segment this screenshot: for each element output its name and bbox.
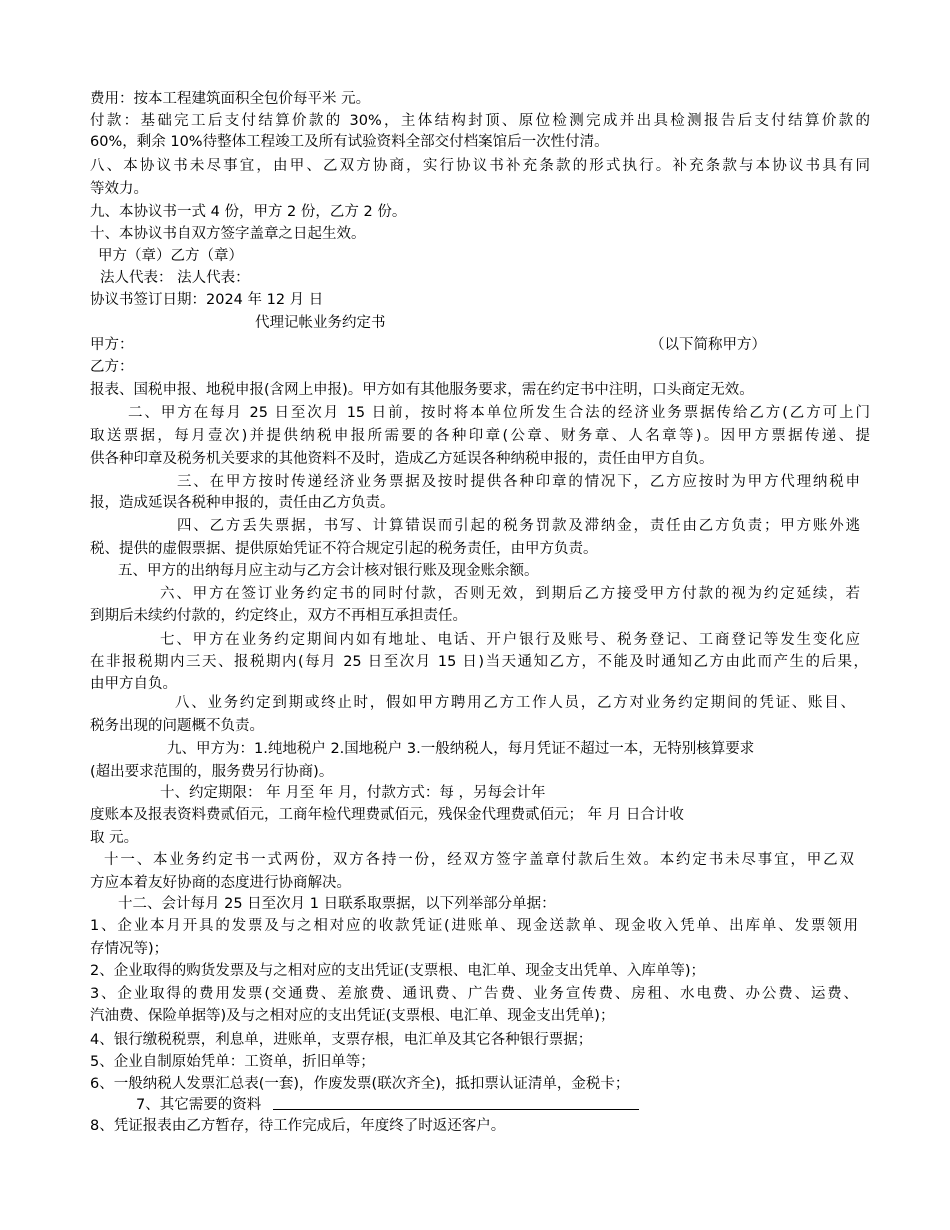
clause-7-line-1: 七、甲方在业务约定期间内如有地址、电话、开户银行及账号、税务登记、工商登记等发生变化应 [160, 632, 860, 648]
clause-9-line-1: 九、甲方为：1.纯地税户 2.国地税户 3.一般纳税人，每月凭证不超过一本，无特别核算要求 [167, 741, 755, 757]
list-item-3-line-2: 汽油费、保险单据等)及与之相对应的支出凭证(支票根、电汇单、现金支出凭单)； [90, 1008, 615, 1024]
party-a-note: （以下简称甲方） [650, 337, 766, 353]
clause-10-line-3: 取 元。 [90, 830, 139, 846]
fill-in-underline [273, 1109, 639, 1110]
clause-10-line-1: 十、约定期限： 年 月至 年 月，付款方式：每 ，另每会计年 [160, 785, 546, 801]
clause-6-line-2: 到期后未续约付款的，约定终止，双方不再相互承担责任。 [90, 608, 467, 624]
clause-3-line-2: 报，造成延误各税种申报的，责任由乙方负责。 [90, 495, 395, 511]
sign-date-line: 协议书签订日期：2024 年 12 月 日 [90, 292, 324, 308]
clause-3-line-1: 三、在甲方按时传递经济业务票据及按时提供各种印章的情况下，乙方应按时为甲方代理纳税申 [177, 474, 860, 490]
list-item-5: 5、企业自制原始凭单：工资单，折旧单等； [90, 1054, 375, 1070]
list-item-1-line-1: 1、企业本月开具的发票及与之相对应的收款凭证(进账单、现金送款单、现金收入凭单、出库单、发票领用 [90, 918, 858, 934]
clause8-line-1: 八、本协议书未尽事宜，由甲、乙双方协商，实行协议书补充条款的形式执行。补充条款与本协议书具有同 [90, 158, 870, 174]
clause-4-line-1: 四、乙方丢失票据，书写、计算错误而引起的税务罚款及滞纳金，责任由乙方负责；甲方账外逃 [177, 518, 860, 534]
payment-line-1: 付款：基础完工后支付结算价款的 30%，主体结构封顶、原位检测完成并出具检测报告后支付结算价款的 [90, 113, 870, 129]
clause-8-line-2: 税务出现的问题概不负责。 [90, 718, 264, 734]
clause-6-line-1: 六、甲方在签订业务约定书的同时付款，否则无效，到期后乙方接受甲方付款的视为约定延续，若 [160, 586, 860, 602]
clause-9-line-2: (超出要求范围的，服务费另行协商)。 [90, 764, 334, 780]
seals-line: 甲方（章）乙方（章） [98, 248, 243, 264]
list-item-7: 7、其它需要的资料 [136, 1097, 262, 1113]
list-item-4: 4、银行缴税税票，利息单，进账单，支票存根，电汇单及其它各种银行票据； [90, 1032, 593, 1048]
list-item-8: 8、凭证报表由乙方暂存，待工作完成后，年度终了时返还客户。 [90, 1118, 506, 1134]
clause-7-line-2: 在非报税期内三天、报税期内(每月 25 日至次月 15 日)当天通知乙方，不能及时通知乙方由此而产生的后果， [90, 654, 868, 670]
clause-5-line: 五、甲方的出纳每月应主动与乙方会计核对银行账及现金账余额。 [118, 563, 539, 579]
clause-1-tail: 报表、国税申报、地税申报(含网上申报)。甲方如有其他服务要求，需在约定书中注明，口头商定无效。 [90, 382, 754, 398]
clause-2-line-3: 供各种印章及税务机关要求的其他资料不及时，造成乙方延误各种纳税申报的，责任由甲方自负。 [90, 451, 714, 467]
clause-2-line-2: 取送票据，每月壹次)并提供纳税申报所需要的各种印章(公章、财务章、人名章等)。因甲方票据传递、提 [90, 428, 870, 444]
clause-12-line: 十二、会计每月 25 日至次月 1 日联系取票据，以下列举部分单据： [118, 896, 556, 912]
clause10-line: 十、本协议书自双方签字盖章之日起生效。 [90, 226, 366, 242]
fee-line: 费用：按本工程建筑面积全包价每平米 元。 [90, 91, 371, 107]
clause9-line: 九、本协议书一式 4 份，甲方 2 份，乙方 2 份。 [90, 204, 407, 220]
clause-11-line-1: 十一、本业务约定书一式两份，双方各持一份，经双方签字盖章付款后生效。本约定书未尽事宜，甲乙双 [104, 852, 854, 868]
legal-reps-line: 法人代表： 法人代表： [100, 270, 250, 286]
clause-10-line-2: 度账本及报表资料费贰佰元，工商年检代理费贰佰元，残保金代理费贰佰元； 年 月 日合计收 [90, 807, 684, 823]
party-b-label: 乙方： [90, 359, 134, 375]
list-item-1-line-2: 存情况等)； [90, 941, 169, 957]
payment-line-2: 60%，剩余 10%待整体工程竣工及所有试验资料全部交付档案馆后一次性付清。 [90, 134, 609, 150]
clause-11-line-2: 方应本着友好协商的态度进行协商解决。 [90, 875, 351, 891]
agency-title: 代理记帐业务约定书 [255, 315, 386, 331]
clause-2-line-1: 二、甲方在每月 25 日至次月 15 日前，按时将本单位所发生合法的经济业务票据传给乙方(乙方可上门 [128, 405, 870, 421]
clause8-line-2: 等效力。 [90, 181, 148, 197]
list-item-2: 2、企业取得的购货发票及与之相对应的支出凭证(支票根、电汇单、现金支出凭单、入库单等)； [90, 963, 706, 979]
clause-8-line-1: 八、业务约定到期或终止时，假如甲方聘用乙方工作人员，乙方对业务约定期间的凭证、账目、 [175, 695, 855, 711]
clause-4-line-2: 税、提供的虚假票据、提供原始凭证不符合规定引起的税务责任，由甲方负责。 [90, 541, 598, 557]
party-a-label: 甲方： [90, 337, 134, 353]
list-item-6: 6、一般纳税人发票汇总表(一套)，作废发票(联次齐全)，抵扣票认证清单，金税卡； [90, 1076, 630, 1092]
list-item-3-line-1: 3、企业取得的费用发票(交通费、差旅费、通讯费、广告费、业务宣传费、房租、水电费、办公费、运费、 [90, 986, 858, 1002]
clause-7-line-3: 由甲方自负。 [90, 676, 177, 692]
